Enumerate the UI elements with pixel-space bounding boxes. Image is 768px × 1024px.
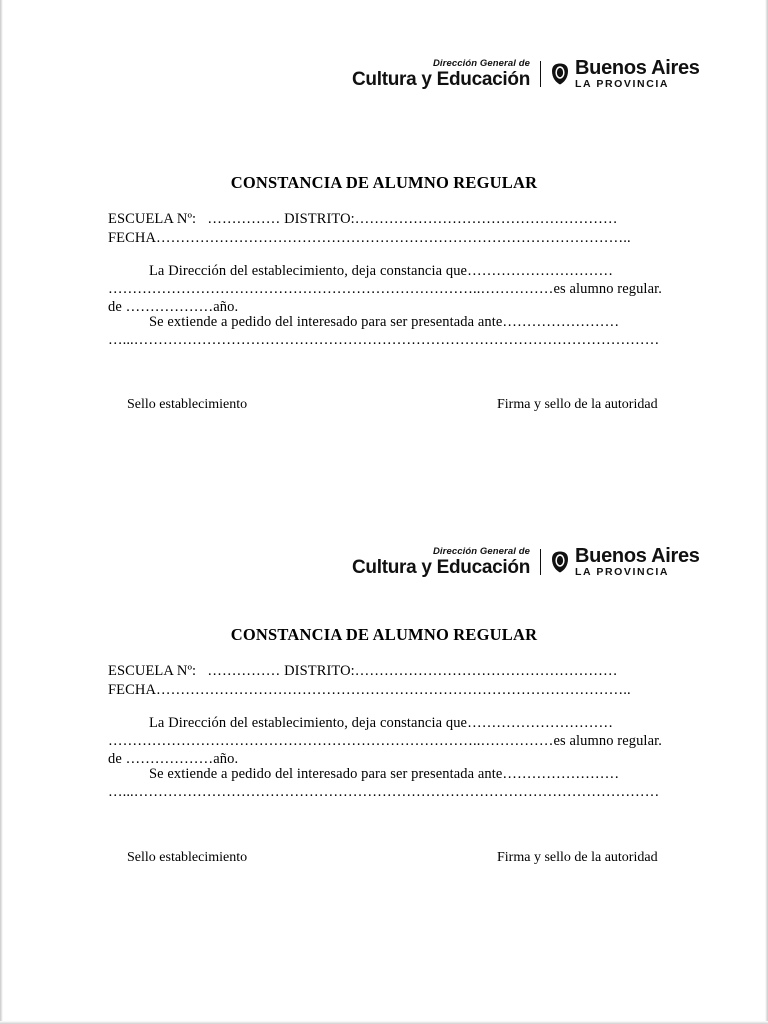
- page-title-copy-2: CONSTANCIA DE ALUMNO REGULAR: [230, 625, 538, 644]
- page-title-copy-1: CONSTANCIA DE ALUMNO REGULAR: [230, 173, 538, 192]
- body-paragraph-4-copy-1: …...………………………………………………………………………………………………: [108, 332, 660, 348]
- logo-line1: Dirección General de: [432, 58, 531, 69]
- logo-line2: Cultura y Educación: [352, 68, 531, 90]
- header-logo-copy-2: [352, 546, 700, 578]
- header-logo-copy-1: [352, 58, 700, 90]
- body-paragraph-3-copy-1: Se extiende a pedido del interesado para ser presentada ante……………………: [108, 314, 620, 330]
- province-line2: LA PROVINCIA: [575, 566, 670, 578]
- stamp-label-copy-1: Sello establecimiento: [127, 397, 248, 412]
- body-paragraph-2-copy-1: …………………………………………………………………..……………es alumno regular.: [108, 281, 662, 297]
- signature-label-copy-1: Firma y sello de la autoridad: [497, 397, 658, 412]
- field-anio-copy-2: de ………………año.: [108, 751, 239, 767]
- argentina-shield-icon: [551, 63, 569, 85]
- logo-line1: Dirección General de: [432, 546, 531, 557]
- page-left-edge: [0, 0, 3, 1024]
- province-line1: Buenos Aires: [575, 545, 700, 567]
- body-paragraph-1-copy-1: La Dirección del establecimiento, deja constancia que…………………………: [108, 263, 614, 279]
- field-escuela-distrito-copy-1: ESCUELA Nº: …………… DISTRITO:………………………………………………: [108, 211, 618, 227]
- province-line2: LA PROVINCIA: [575, 78, 670, 90]
- province-text-block: [575, 546, 700, 578]
- logo-divider: [540, 61, 541, 87]
- body-paragraph-3-copy-2: Se extiende a pedido del interesado para ser presentada ante……………………: [108, 766, 620, 782]
- body-paragraph-4-copy-2: …...………………………………………………………………………………………………: [108, 784, 660, 800]
- logo-text-block: [352, 59, 530, 89]
- logo-line2: Cultura y Educación: [352, 556, 531, 578]
- logo-divider: [540, 549, 541, 575]
- province-text-block: [575, 58, 700, 90]
- field-fecha-copy-2: FECHA……………………………………………………………………………………..: [108, 682, 631, 698]
- field-fecha-copy-1: FECHA……………………………………………………………………………………..: [108, 230, 631, 246]
- field-escuela-distrito-copy-2: ESCUELA Nº: …………… DISTRITO:………………………………………………: [108, 663, 618, 679]
- logo-text-block: [352, 547, 530, 577]
- province-line1: Buenos Aires: [575, 57, 700, 79]
- argentina-shield-icon: [551, 551, 569, 573]
- stamp-label-copy-2: Sello establecimiento: [127, 850, 248, 865]
- body-paragraph-1-copy-2: La Dirección del establecimiento, deja constancia que…………………………: [108, 715, 614, 731]
- body-paragraph-2-copy-2: …………………………………………………………………..……………es alumno regular.: [108, 733, 662, 749]
- field-anio-copy-1: de ………………año.: [108, 299, 239, 315]
- signature-label-copy-2: Firma y sello de la autoridad: [497, 850, 658, 865]
